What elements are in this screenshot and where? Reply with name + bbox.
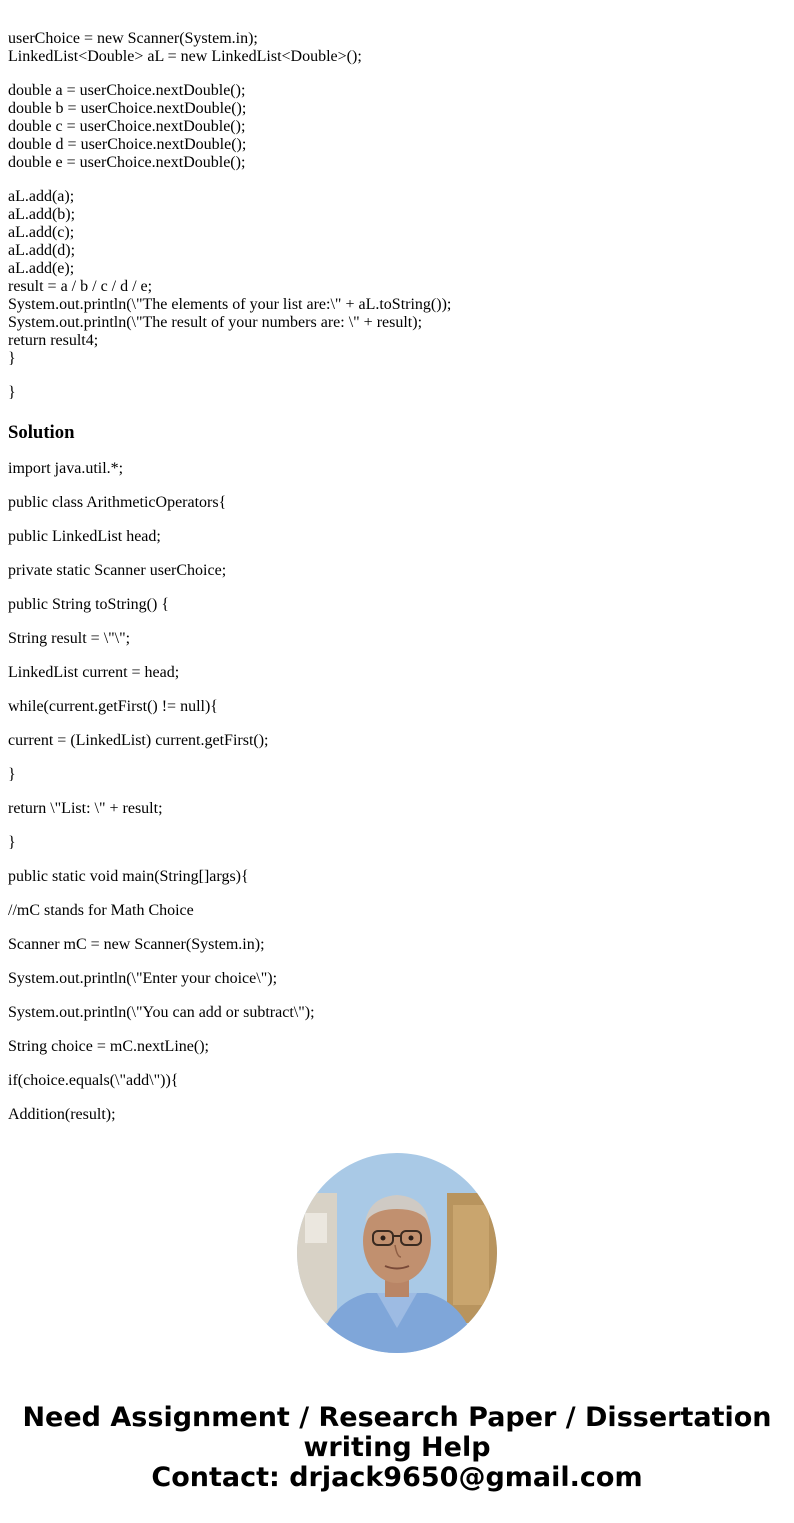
solution-line: while(current.getFirst() != null){ xyxy=(8,698,218,715)
solution-line: } xyxy=(8,834,16,851)
solution-line: public String toString() { xyxy=(8,596,170,613)
code-line: double c = userChoice.nextDouble(); xyxy=(8,118,246,135)
solution-line: String result = \"\"; xyxy=(8,630,131,647)
avatar xyxy=(297,1153,497,1353)
code-line: System.out.println(\"The elements of your list are:\" + aL.toString()); xyxy=(8,296,452,313)
solution-line: if(choice.equals(\"add\")){ xyxy=(8,1072,179,1089)
solution-line: public class ArithmeticOperators{ xyxy=(8,494,227,511)
code-line: aL.add(b); xyxy=(8,206,76,223)
code-line: return result4; xyxy=(8,332,99,349)
solution-heading: Solution xyxy=(8,422,75,443)
solution-line: import java.util.*; xyxy=(8,460,124,477)
solution-line: System.out.println(\"You can add or subtract\"); xyxy=(8,1004,315,1021)
code-line: double b = userChoice.nextDouble(); xyxy=(8,100,247,117)
solution-line: current = (LinkedList) current.getFirst(); xyxy=(8,732,269,749)
code-line: aL.add(e); xyxy=(8,260,75,277)
solution-line: return \"List: \" + result; xyxy=(8,800,163,817)
code-line: double e = userChoice.nextDouble(); xyxy=(8,154,246,171)
code-line: double d = userChoice.nextDouble(); xyxy=(8,136,247,153)
solution-line: //mC stands for Math Choice xyxy=(8,902,194,919)
code-line: LinkedList<Double> aL = new LinkedList<Double>(); xyxy=(8,48,362,65)
question-code-block-3 xyxy=(8,188,788,368)
solution-line: private static Scanner userChoice; xyxy=(8,562,227,579)
avatar-portrait-image xyxy=(297,1153,497,1353)
question-code-block-4 xyxy=(8,384,788,402)
solution-line: Addition(result); xyxy=(8,1106,116,1123)
code-line: aL.add(c); xyxy=(8,224,75,241)
footer-line: Need Assignment / Research Paper / Dissertation xyxy=(22,1402,772,1433)
solution-line: public LinkedList head; xyxy=(8,528,161,545)
footer-contact xyxy=(0,1403,794,1493)
solution-line: System.out.println(\"Enter your choice\"); xyxy=(8,970,278,987)
code-line: aL.add(d); xyxy=(8,242,76,259)
code-line: userChoice = new Scanner(System.in); xyxy=(8,30,258,47)
solution-code xyxy=(8,460,788,1124)
code-line: } xyxy=(8,384,16,401)
solution-line: String choice = mC.nextLine(); xyxy=(8,1038,209,1055)
code-line: double a = userChoice.nextDouble(); xyxy=(8,82,246,99)
code-line: System.out.println(\"The result of your numbers are: \" + result); xyxy=(8,314,423,331)
document-body xyxy=(8,30,788,1140)
footer-contact-line: Contact: drjack9650@gmail.com xyxy=(151,1462,643,1493)
solution-line: public static void main(String[]args){ xyxy=(8,868,249,885)
code-line: } xyxy=(8,350,16,367)
code-line: aL.add(a); xyxy=(8,188,75,205)
question-code-block-1 xyxy=(8,30,788,66)
footer-line: writing Help xyxy=(303,1432,491,1463)
code-line: result = a / b / c / d / e; xyxy=(8,278,153,295)
solution-line: } xyxy=(8,766,16,783)
solution-line: Scanner mC = new Scanner(System.in); xyxy=(8,936,265,953)
question-code-block-2 xyxy=(8,82,788,172)
solution-line: LinkedList current = head; xyxy=(8,664,180,681)
